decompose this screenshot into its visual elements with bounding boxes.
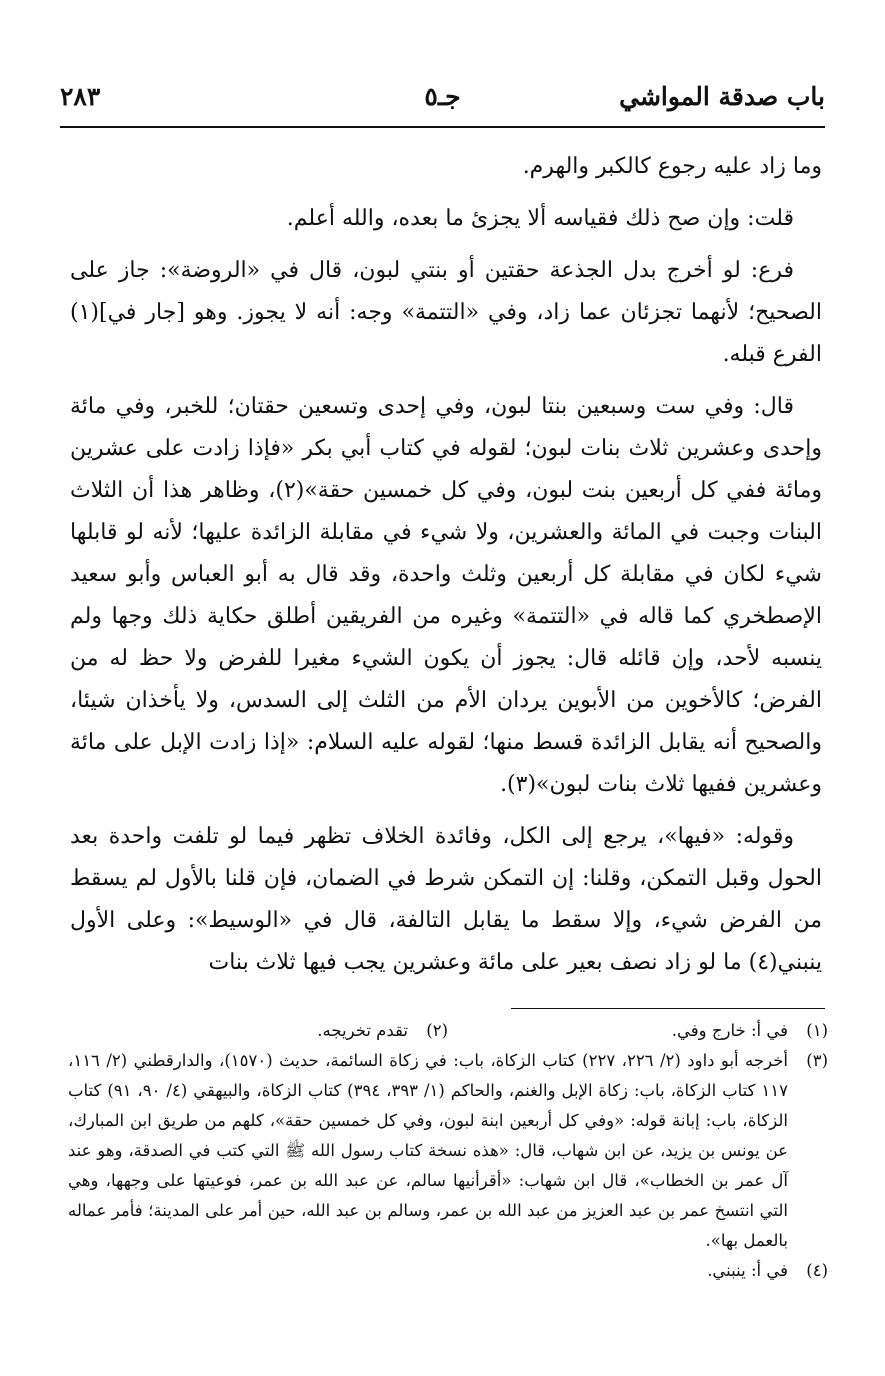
footnote-number: (١) xyxy=(806,1021,828,1040)
footnote-separator xyxy=(511,1008,825,1009)
footnote xyxy=(448,1016,828,1046)
footnote-text: أخرجه أبو داود (٢/ ٢٢٦، ٢٢٧) كتاب الزكاة، باب: في زكاة السائمة، حديث (١٥٧٠)، والدارقطني (٢/ ١١٦، ١١٧ كتاب الزكاة، باب: زكاة الإبل والغنم، والحاكم (١/ ٣٩٣، ٣٩٤) كتاب الزكاة، والبيهقي (٤/ ٩٠، ٩١) كتاب الزكاة، باب: إبانة قوله: «وفي كل أربعين ابنة لبون، وفي كل خمسين حقة»، كلهم من طريق ابن المبارك، عن يونس بن يزيد، عن ابن شهاب، قال: «هذه نسخة كتاب رسول الله ﷺ التي كتب في الصدقة، وهو عند آل عمر بن الخطاب»، قال ابن شهاب: «أقرأنيها سالم، عن عبد الله بن عمر، فوعيتها على وجهها، وهي التي انتسخ عمر بن عبد العزيز من عبد الله بن عمر، وسالم بن عبد الله، حين أمر على المدينة؛ فأمر عماله بالعمل بها». xyxy=(68,1051,788,1250)
paragraph: وقوله: «فيها»، يرجع إلى الكل، وفائدة الخلاف تظهر فيما لو تلفت واحدة بعد الحول وقبل التمكن، وقلنا: إن التمكن شرط في الضمان، فإن قلنا بالأول لم يسقط من الفرض شيء، وإلا سقط ما يقابل التالفة، قال في «الوسيط»: وعلى الأول ينبني(٤) ما لو زاد نصف بعير على مائة وعشرين يجب فيها ثلاث بنات xyxy=(70,824,822,975)
footnote-text: تقدم تخريجه. xyxy=(317,1021,408,1040)
footnote-row xyxy=(68,1016,828,1046)
footnote-text: في أ: خارج وفي. xyxy=(671,1021,788,1040)
header-rule xyxy=(60,126,825,128)
footnote-text: في أ: ينبني. xyxy=(707,1261,788,1280)
footnote xyxy=(68,1046,828,1256)
footnote-number: (٣) xyxy=(806,1051,828,1070)
running-title: باب صدقة المواشي xyxy=(619,82,825,111)
paragraph: فرع: لو أخرج بدل الجذعة حقتين أو بنتي لبون، قال في «الروضة»: جاز على الصحيح؛ لأنهما تجزئان عما زاد، وفي «التتمة» وجه: أنه لا يجوز. وهو [جار في](١) الفرع قبله. xyxy=(70,258,822,367)
footnote-number: (٢) xyxy=(426,1021,448,1040)
volume-number: جـ٥ xyxy=(424,82,461,111)
paragraph: قلت: وإن صح ذلك فقياسه ألا يجزئ ما بعده، والله أعلم. xyxy=(286,206,794,231)
paragraph: وما زاد عليه رجوع كالكبر والهرم. xyxy=(522,154,822,179)
page-header xyxy=(60,78,825,122)
footnote xyxy=(68,1016,448,1046)
paragraph: قال: وفي ست وسبعين بنتا لبون، وفي إحدى وتسعين حقتان؛ للخبر، وفي مائة وإحدى وعشرين ثلاث بنات لبون؛ لقوله في كتاب أبي بكر «فإذا زادت على عشرين ومائة ففي كل أربعين بنت لبون، وفي كل خمسين حقة»(٢)، وظاهر هذا أن الثلاث البنات وجبت في المائة والعشرين، ولا شيء في مقابلة الزائدة عليها؛ لأنه لو قابلها شيء لكان في مقابلة كل أربعين وثلث واحدة، وقد قال به أبو العباس وأبو سعيد الإصطخري كما قاله في «التتمة» وغيره من الفريقين أطلق حكاية ذلك وجها ولم ينسبه لأحد، وإن قائله قال: يجوز أن يكون الشيء مغيرا للفرض ولا حظ له من الفرض؛ كالأخوين من الأبوين يردان الأم من الثلث إلى السدس، ولا يأخذان شيئا، والصحيح أنه يقابل الزائدة قسط منها؛ لقوله عليه السلام: «إذا زادت الإبل على مائة وعشرين ففيها ثلاث بنات لبون»(٣). xyxy=(70,394,823,797)
page-number: ٢٨٣ xyxy=(60,82,101,111)
footnote-number: (٤) xyxy=(806,1261,828,1280)
main-text xyxy=(70,146,822,994)
footnote xyxy=(68,1256,828,1286)
footnotes xyxy=(68,1016,828,1286)
